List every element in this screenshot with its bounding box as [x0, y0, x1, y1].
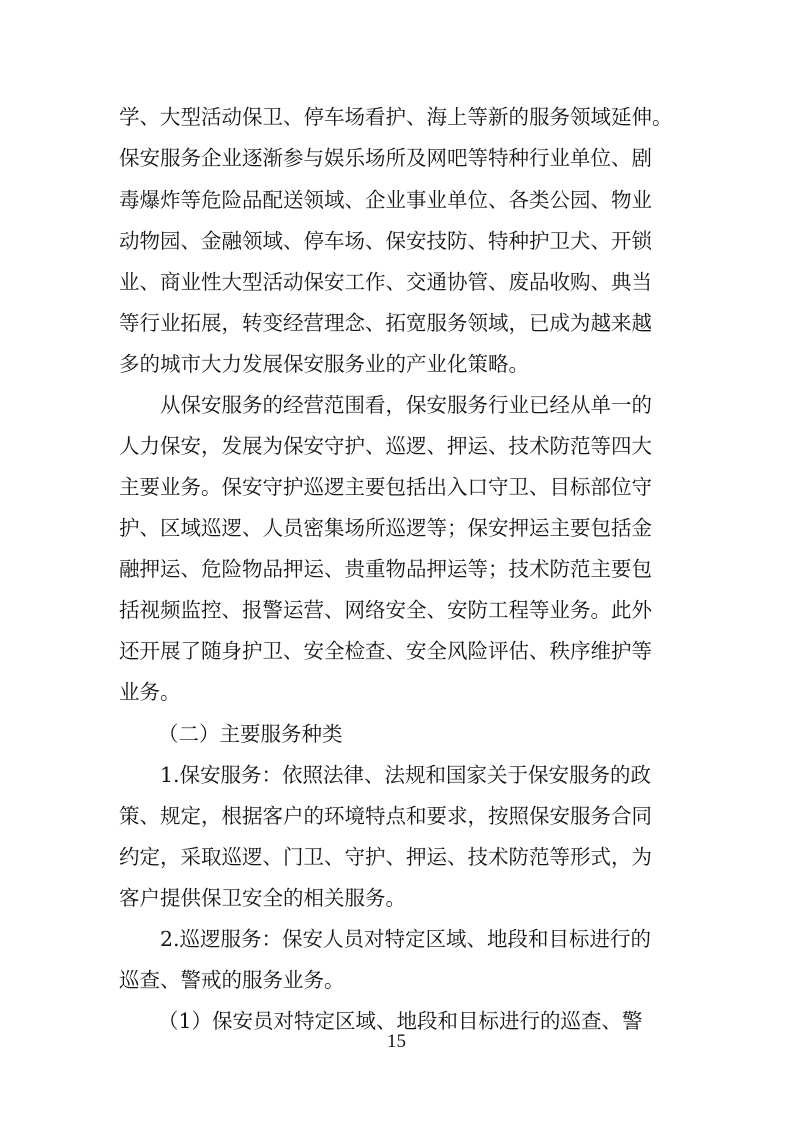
text-line: 2.巡逻服务：保安人员对特定区域、地段和目标进行的 [160, 927, 652, 951]
text-line: 客户提供保卫安全的相关服务。 [119, 886, 406, 910]
text-line: 还开展了随身护卫、安全检查、安全风险评估、秩序维护等 [119, 639, 652, 663]
text-line: 业务。 [119, 680, 181, 704]
text-line: 主要业务。保安守护巡逻主要包括出入口守卫、目标部位守 [119, 475, 652, 499]
text-line: 毒爆炸等危险品配送领域、企业事业单位、各类公园、物业 [119, 188, 652, 212]
text-line: 策、规定，根据客户的环境特点和要求，按照保安服务合同 [119, 804, 652, 828]
text-line: 融押运、危险物品押运、贵重物品押运等；技术防范主要包 [119, 557, 652, 581]
text-line: 业、商业性大型活动保安工作、交通协管、废品收购、典当 [119, 270, 652, 294]
text-line: 约定，采取巡逻、门卫、守护、押运、技术防范等形式，为 [119, 845, 652, 869]
text-line: 学、大型活动保卫、停车场看护、海上等新的服务领域延伸。 [119, 105, 673, 129]
text-line: 多的城市大力发展保安服务业的产业化策略。 [119, 352, 529, 376]
text-line: 保安服务企业逐渐参与娱乐场所及网吧等特种行业单位、剧 [119, 146, 652, 170]
text-line: 护、区域巡逻、人员密集场所巡逻等；保安押运主要包括金 [119, 516, 652, 540]
text-line: 动物园、金融领域、停车场、保安技防、特种护卫犬、开锁 [119, 229, 652, 253]
text-line: 等行业拓展，转变经营理念、拓宽服务领域，已成为越来越 [119, 311, 652, 335]
text-line: 从保安服务的经营范围看，保安服务行业已经从单一的 [160, 393, 652, 417]
section-heading: （二）主要服务种类 [158, 722, 343, 746]
text-line: 人力保安，发展为保安守护、巡逻、押运、技术防范等四大 [119, 434, 652, 458]
text-line: 括视频监控、报警运营、网络安全、安防工程等业务。此外 [119, 598, 652, 622]
text-line: 1.保安服务：依照法律、法规和国家关于保安服务的政 [160, 763, 652, 787]
page-number: 15 [387, 1031, 406, 1052]
sub-item: （1）保安员对特定区域、地段和目标进行的巡查、警 [158, 1009, 643, 1033]
text-line: 巡查、警戒的服务业务。 [119, 968, 345, 992]
